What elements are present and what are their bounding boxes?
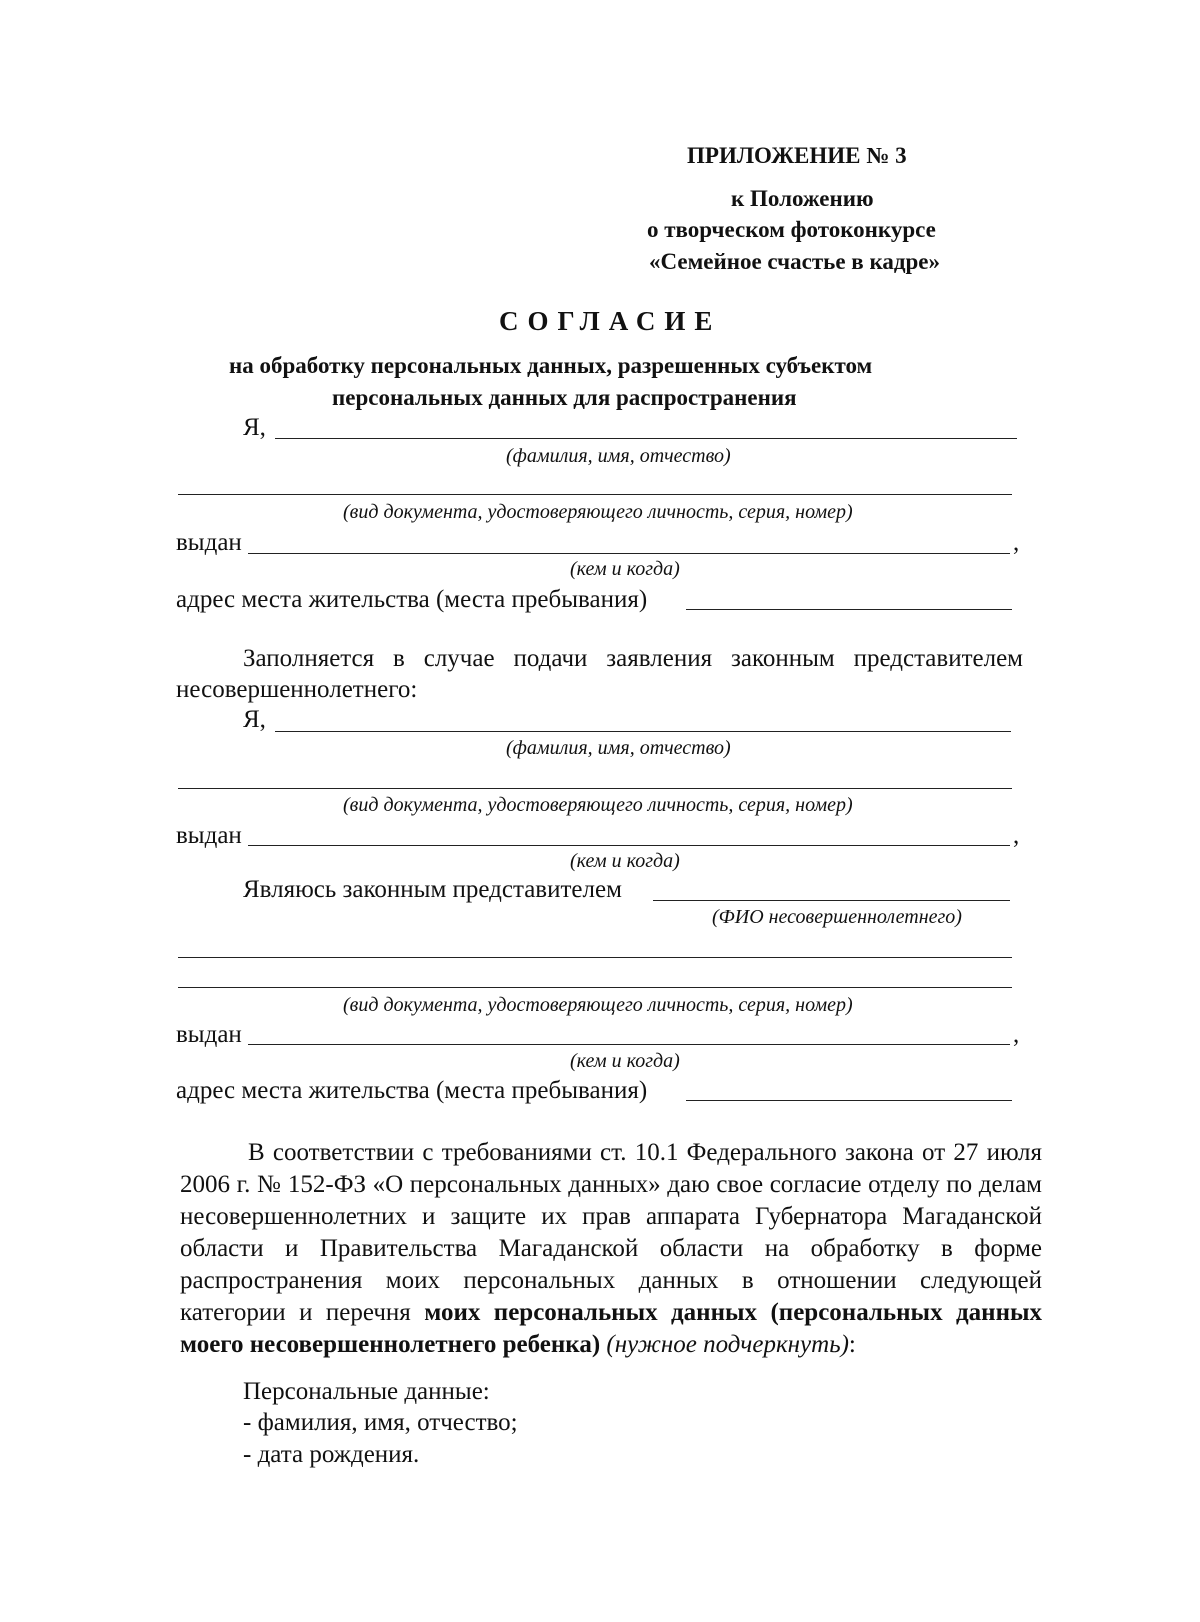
minor-document-field[interactable] (178, 987, 1012, 988)
minor-address-field[interactable] (686, 1100, 1012, 1101)
personal-data-item: - дата рождения. (243, 1441, 420, 1468)
minor-issued-comma: , (1013, 1021, 1020, 1048)
guardian-document-caption: (вид документа, удостоверяющего личность, серия, номер) (343, 794, 853, 816)
consent-text: В соответствии с требованиями ст. 10.1 Федерального закона от 27 июля 2006 г. № 152-ФЗ «О персональных данных» даю свое согласие отделу по делам несовершеннолетних и защите их прав аппарата Губернатора Магаданской области и Правительства Магаданской области на обработку в форме распространения моих персональных данных в отношении следующей категории и перечня (180, 1139, 1042, 1326)
guardian-issued-comma: , (1013, 822, 1020, 849)
minor-document-caption: (вид документа, удостоверяющего личность, серия, номер) (343, 994, 853, 1016)
minor-issued-field[interactable] (248, 1044, 1010, 1045)
subtitle-line-2: персональных данных для распространения (332, 385, 797, 410)
minor-issued-caption: (кем и когда) (570, 1050, 680, 1072)
document-title: СОГЛАСИЕ (499, 306, 722, 336)
consent-colon: : (848, 1331, 856, 1358)
address-field[interactable] (686, 609, 1012, 610)
fio-caption: (фамилия, имя, отчество) (506, 445, 731, 467)
address-label: адрес места жительства (места пребывания) (176, 586, 648, 613)
ya-label: Я, (243, 414, 266, 441)
consent-bold-text: моих персональных данных (персональных данных моего несовершеннолетнего ребенка) (180, 1299, 1043, 1358)
guardian-fio-caption: (фамилия, имя, отчество) (506, 737, 731, 759)
minor-issued-label: выдан (176, 1021, 242, 1048)
header-line-1: к Положению (731, 186, 874, 211)
minor-fio-field[interactable] (653, 900, 1010, 901)
minor-fio-caption: (ФИО несовершеннолетнего) (712, 906, 962, 928)
guardian-fio-field[interactable] (275, 731, 1011, 732)
minor-address-label: адрес места жительства (места пребывания) (176, 1077, 648, 1104)
personal-data-item: - фамилия, имя, отчество; (243, 1409, 518, 1436)
header-line-3: «Семейное счастье в кадре» (649, 249, 940, 274)
guardian-document-field[interactable] (178, 788, 1012, 789)
document-field[interactable] (178, 494, 1012, 495)
guardian-issued-label: выдан (176, 822, 242, 849)
subtitle-line-1: на обработку персональных данных, разрешенных субъектом (229, 353, 873, 378)
document-caption: (вид документа, удостоверяющего личность, серия, номер) (343, 501, 853, 523)
minor-extra-field[interactable] (178, 957, 1012, 958)
issued-label: выдан (176, 529, 242, 556)
guardian-note-line-2: несовершеннолетнего: (176, 676, 418, 703)
consent-paragraph (180, 1137, 1042, 1361)
issued-field[interactable] (248, 553, 1010, 554)
issued-caption: (кем и когда) (570, 558, 680, 580)
guardian-issued-caption: (кем и когда) (570, 850, 680, 872)
representative-label: Являюсь законным представителем (243, 876, 622, 903)
appendix-number: ПРИЛОЖЕНИЕ № 3 (687, 143, 907, 168)
fio-field[interactable] (275, 438, 1017, 439)
guardian-ya-label: Я, (243, 706, 266, 733)
guardian-note-line-1: Заполняется в случае подачи заявления законным представителем (243, 645, 1023, 672)
header-line-2: о творческом фотоконкурсе (647, 217, 936, 242)
personal-data-heading: Персональные данные: (243, 1378, 490, 1405)
consent-italic-note: (нужное подчеркнуть) (606, 1331, 849, 1358)
issued-comma: , (1013, 529, 1020, 556)
guardian-issued-field[interactable] (248, 845, 1010, 846)
